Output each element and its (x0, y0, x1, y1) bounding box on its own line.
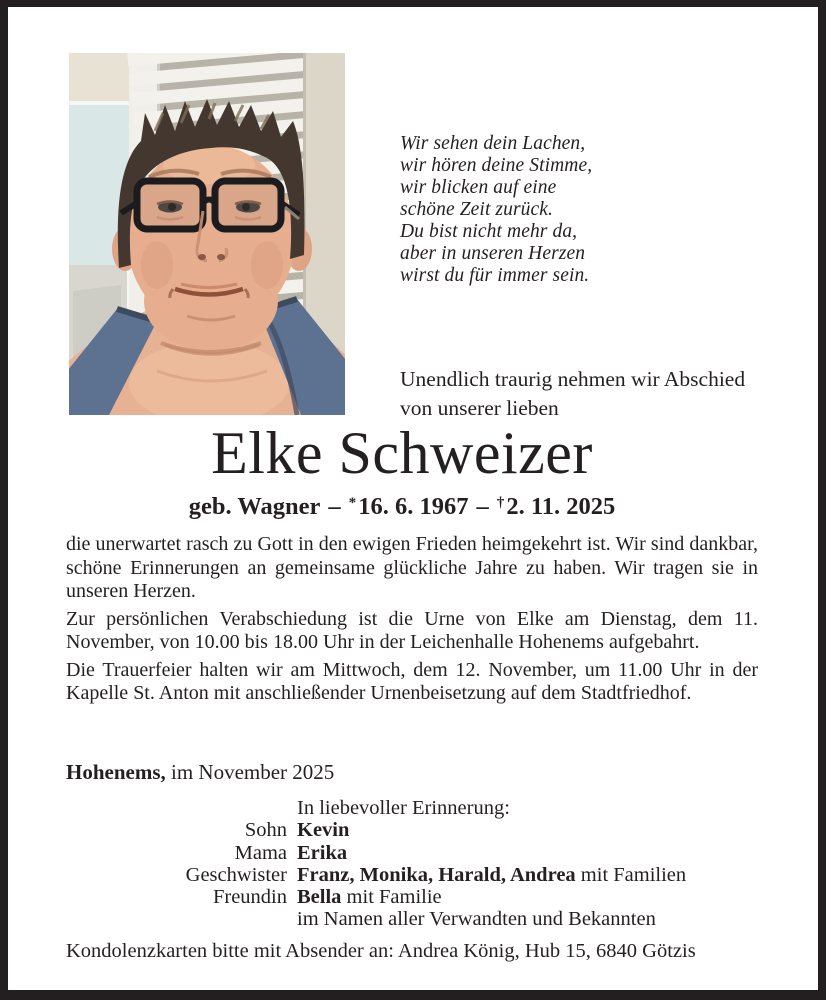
dateline-date: im November 2025 (165, 760, 335, 784)
poem-line: wirst du für immer sein. (400, 265, 590, 286)
mourner-names: Kevin (297, 819, 350, 842)
poem-line: aber in unseren Herzen (400, 243, 586, 264)
mourner-suffix: mit Familie (341, 886, 442, 909)
mourner-label: Freundin (212, 886, 287, 909)
mourner-names: Franz, Monika, Harald, Andrea (297, 863, 576, 886)
poem-line: Wir sehen dein Lachen, (400, 133, 586, 154)
body-paragraph: Die Trauerfeier halten wir am Mittwoch, dem 12. November, um 11.00 Uhr in der Kapelle St. Anton mit anschließender Urnenbeisetzung auf dem Stadtfriedhof. (66, 658, 758, 704)
mourner-value (297, 819, 349, 841)
dateline (66, 760, 334, 784)
death-date: 2. 11. 2025 (506, 493, 616, 520)
birth-star-symbol: * (348, 494, 357, 512)
mourner-label (66, 908, 287, 930)
mourner-suffix: mit Familien (575, 863, 687, 886)
mourner-suffix: In liebevoller Erinnerung: (297, 797, 510, 819)
mourner-row (66, 886, 766, 908)
memorial-poem (400, 133, 760, 287)
deceased-name: Elke Schweizer (211, 420, 593, 486)
mourner-label (66, 797, 287, 819)
obituary-card (8, 7, 818, 990)
mourner-names: Erika (297, 841, 348, 864)
dateline-place: Hohenems, (66, 760, 166, 784)
mourner-row (66, 864, 766, 886)
mourner-value (297, 886, 442, 908)
life-dates (8, 493, 796, 524)
poem-line: wir hören deine Stimme, (400, 155, 593, 176)
mourner-value (297, 842, 347, 864)
mourner-value (297, 797, 510, 819)
mourner-row (66, 908, 766, 930)
intro-text: Unendlich traurig nehmen wir Abschied von unserer lieben (400, 367, 746, 420)
mourner-row (66, 842, 766, 864)
portrait-illustration (69, 53, 345, 415)
poem-line: Du bist nicht mehr da, (400, 221, 578, 242)
mourner-row (66, 797, 766, 819)
body-paragraph: Zur persönlichen Verabschiedung ist die Urne von Elke am Dienstag, dem 11. November, von 10.00 bis 18.00 Uhr in der Leichenhalle Hohenems aufgebahrt. (66, 607, 758, 653)
mourners-list (66, 797, 766, 931)
dash: – (328, 493, 341, 520)
notice-body (66, 533, 758, 710)
poem-line: schöne Zeit zurück. (400, 199, 553, 220)
mourner-row (66, 819, 766, 841)
mourner-value (297, 864, 686, 886)
maiden-name: geb. Wagner (188, 493, 321, 520)
mourner-value (297, 908, 656, 930)
body-paragraph: die unerwartet rasch zu Gott in den ewigen Frieden heimgekehrt ist. Wir sind dankbar, schöne Erinnerungen an gemeinsame glückliche Jahre zu haben. Wir tragen sie in unseren Herzen. (66, 533, 758, 602)
death-cross-symbol: † (496, 494, 505, 512)
condolence-address: Kondolenzkarten bitte mit Absender an: Andrea König, Hub 15, 6840 Götzis (66, 940, 696, 962)
mourner-names: Bella (297, 886, 342, 909)
mourner-label: Geschwister (185, 863, 287, 886)
dash: – (476, 493, 489, 520)
birth-date: 16. 6. 1967 (358, 493, 469, 520)
mourner-suffix: im Namen aller Verwandten und Bekannten (297, 908, 656, 931)
poem-line: wir blicken auf eine (400, 177, 557, 198)
mourner-label: Mama (234, 841, 287, 864)
portrait-photo (69, 53, 345, 415)
mourner-label: Sohn (244, 819, 287, 842)
